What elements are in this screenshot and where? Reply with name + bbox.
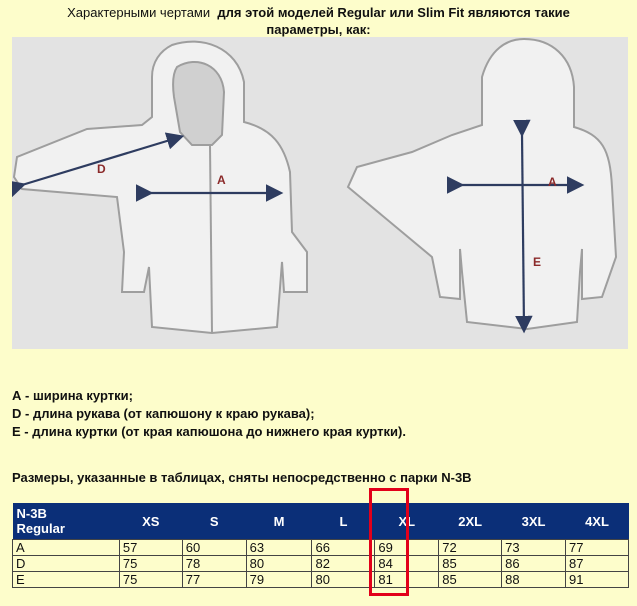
table-cell: 77 <box>182 572 246 588</box>
table-cell: 73 <box>502 540 566 556</box>
table-cell: 80 <box>312 572 375 588</box>
label-d: D <box>97 162 106 176</box>
header-size: XS <box>119 503 182 540</box>
intro-bold-line1: для этой моделей Regular или Slim Fit являются такие <box>217 5 570 20</box>
label-a-front: A <box>217 173 226 187</box>
table-cell: 80 <box>246 556 312 572</box>
header-model-line1: N-3B <box>16 506 47 521</box>
table-cell: 86 <box>502 556 566 572</box>
table-cell: 84 <box>375 556 439 572</box>
measurement-legend <box>12 387 406 441</box>
table-cell: 85 <box>439 556 502 572</box>
table-header-row <box>13 503 629 540</box>
table-cell: 57 <box>119 540 182 556</box>
table-cell: 81 <box>375 572 439 588</box>
size-table <box>12 503 629 588</box>
table-cell: 69 <box>375 540 439 556</box>
table-cell: 88 <box>502 572 566 588</box>
header-size: L <box>312 503 375 540</box>
jacket-illustration <box>12 37 628 349</box>
table-row <box>13 572 629 588</box>
table-cell: 77 <box>566 540 629 556</box>
table-cell: 87 <box>566 556 629 572</box>
xl-highlight-box <box>369 488 409 596</box>
table-cell: 75 <box>119 556 182 572</box>
table-cell: 82 <box>312 556 375 572</box>
header-model-line2: Regular <box>16 521 65 536</box>
legend-d: D - длина рукава (от капюшону к краю рукава); <box>12 406 315 421</box>
jacket-diagram <box>12 37 628 349</box>
label-e: E <box>533 255 542 269</box>
header-size: XL <box>375 503 439 540</box>
legend-a: А - ширина куртки; <box>12 388 133 403</box>
header-size: 4XL <box>566 503 629 540</box>
table-cell: 78 <box>182 556 246 572</box>
row-label: E <box>13 572 120 588</box>
front-jacket <box>14 42 307 333</box>
row-label: A <box>13 540 120 556</box>
row-label: D <box>13 556 120 572</box>
intro-bold-line2: параметры, как: <box>266 22 371 37</box>
legend-e: Е - длина куртки (от края капюшона до нижнего края куртки). <box>12 424 406 439</box>
header-model <box>13 503 120 540</box>
table-cell: 60 <box>182 540 246 556</box>
table-cell: 63 <box>246 540 312 556</box>
intro-text <box>0 4 637 38</box>
header-size: S <box>182 503 246 540</box>
header-size: 3XL <box>502 503 566 540</box>
table-cell: 85 <box>439 572 502 588</box>
table-row <box>13 556 629 572</box>
header-size: M <box>246 503 312 540</box>
table-cell: 66 <box>312 540 375 556</box>
table-cell: 72 <box>439 540 502 556</box>
table-row <box>13 540 629 556</box>
header-size: 2XL <box>439 503 502 540</box>
label-a-back: A <box>548 175 557 189</box>
table-cell: 91 <box>566 572 629 588</box>
table-cell: 75 <box>119 572 182 588</box>
intro-normal: Характерными чертами <box>67 5 211 20</box>
size-note: Размеры, указанные в таблицах, сняты непосредственно с парки N-3B <box>12 470 472 485</box>
table-cell: 79 <box>246 572 312 588</box>
